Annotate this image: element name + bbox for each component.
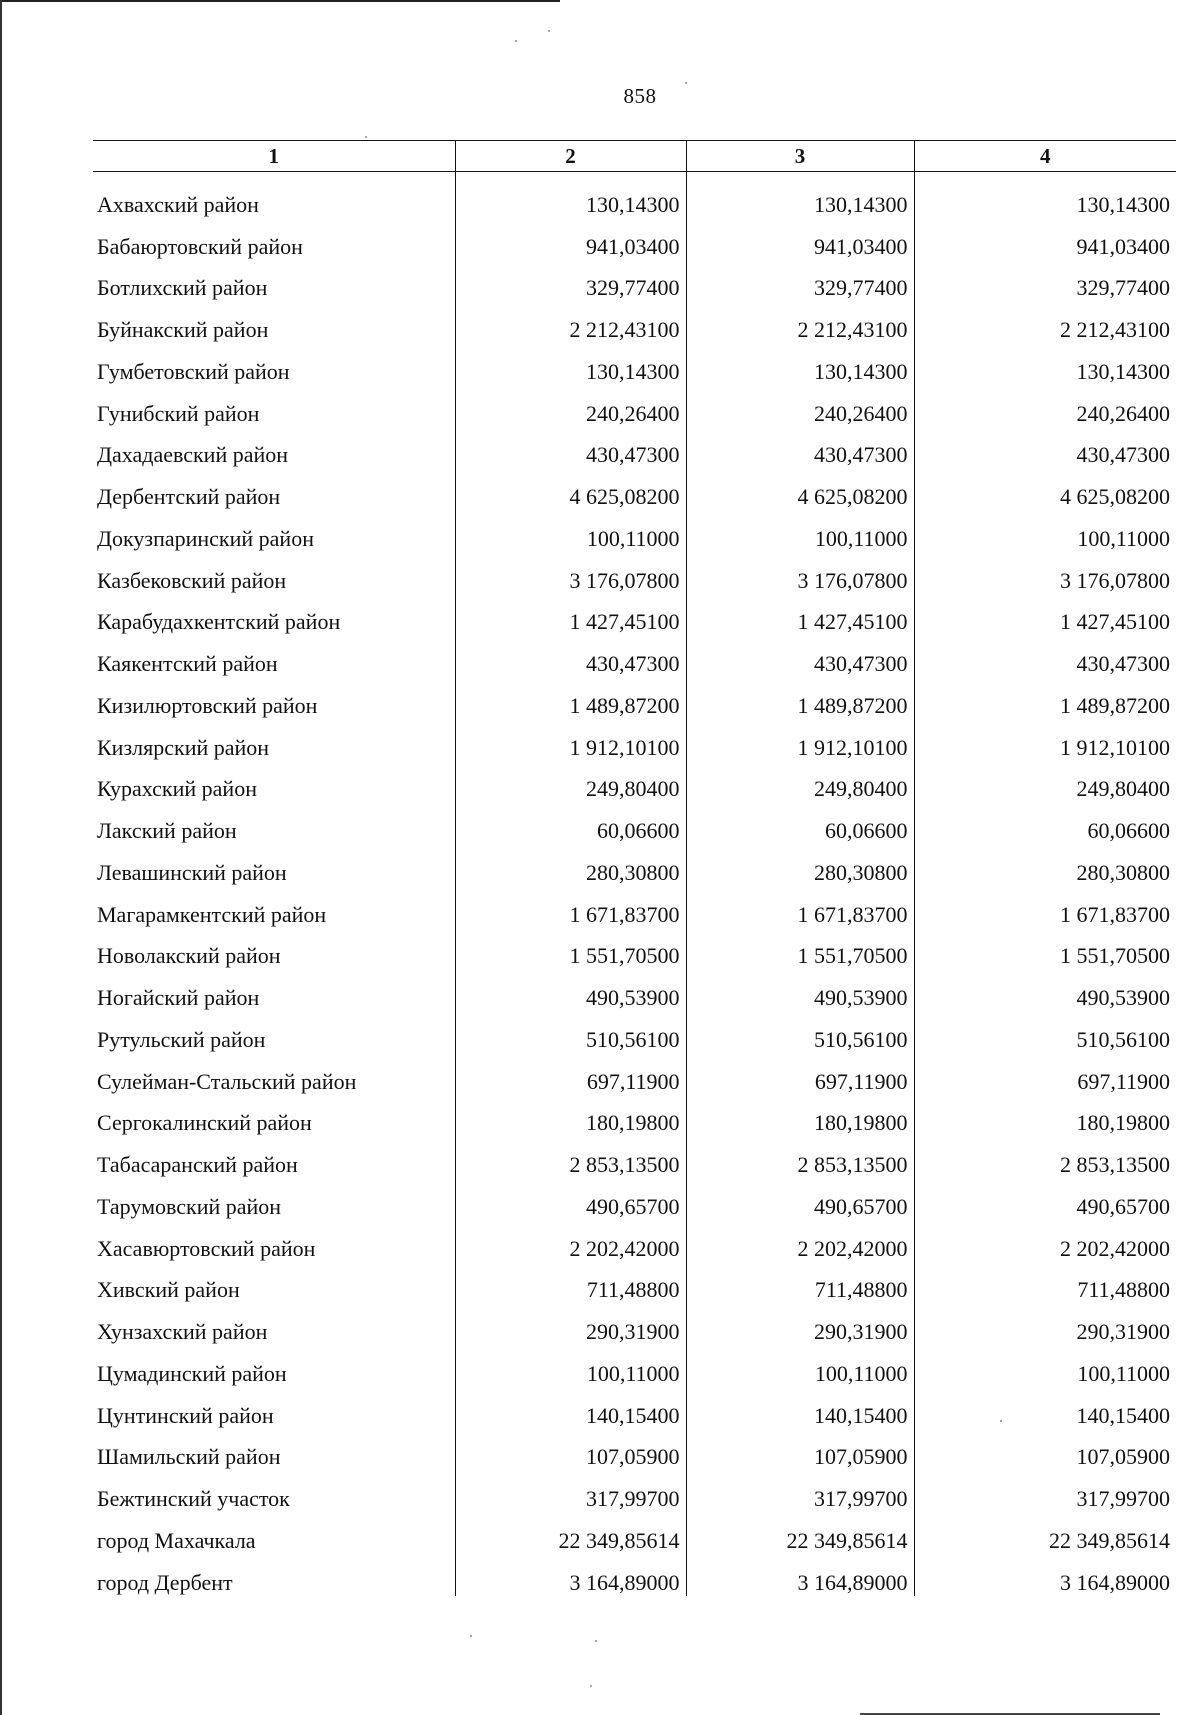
- table-header: [93, 141, 1176, 172]
- column-3-value-cell: 490,53900: [686, 969, 914, 1011]
- table-row: [93, 1011, 1176, 1053]
- scan-speck: [548, 30, 550, 32]
- column-2-value-cell: 430,47300: [455, 427, 686, 469]
- column-4-value-cell: 1 671,83700: [914, 886, 1176, 928]
- column-4-value-cell: 510,56100: [914, 1011, 1176, 1053]
- column-4-value-cell: 3 164,89000: [914, 1554, 1176, 1596]
- district-name-cell: Хасавюртовский район: [97, 1235, 316, 1261]
- district-name-cell: Бежтинский участок: [97, 1486, 290, 1511]
- column-2-value-cell: 22 349,85614: [455, 1512, 686, 1554]
- district-name-cell: Кизилюртовский район: [97, 692, 318, 718]
- district-name-cell: Гумбетовский район: [97, 358, 290, 384]
- column-4-value-cell: 107,05900: [914, 1429, 1176, 1471]
- column-2-value-cell: 1 427,45100: [455, 594, 686, 636]
- column-2-value-cell: 2 853,13500: [455, 1136, 686, 1178]
- column-4-value-cell: 3 176,07800: [914, 552, 1176, 594]
- column-3-value-cell: 2 202,42000: [686, 1220, 914, 1262]
- column-4-value-cell: 697,11900: [914, 1053, 1176, 1095]
- column-2-value-cell: 1 489,87200: [455, 677, 686, 719]
- column-2-value-cell: 490,53900: [455, 969, 686, 1011]
- scan-speck: [515, 40, 517, 42]
- district-name-cell: Дербентский район: [97, 484, 281, 509]
- column-2-value-cell: 317,99700: [455, 1470, 686, 1512]
- column-header-1: 1: [93, 141, 455, 172]
- table-row: [93, 677, 1176, 719]
- table-body: [93, 172, 1176, 1596]
- district-name-cell: Левашинский район: [97, 859, 287, 885]
- district-name-cell: Шамильский район: [97, 1444, 281, 1470]
- column-4-value-cell: 22 349,85614: [914, 1512, 1176, 1554]
- column-3-value-cell: 1 912,10100: [686, 719, 914, 761]
- column-4-value-cell: 1 427,45100: [914, 594, 1176, 636]
- table-row: [93, 719, 1176, 761]
- column-4-value-cell: 490,65700: [914, 1178, 1176, 1220]
- column-3-value-cell: 1 489,87200: [686, 677, 914, 719]
- column-3-value-cell: 22 349,85614: [686, 1512, 914, 1554]
- column-4-value-cell: 4 625,08200: [914, 468, 1176, 510]
- column-2-value-cell: 2 202,42000: [455, 1220, 686, 1262]
- district-name-cell: Сергокалинский район: [97, 1110, 312, 1136]
- column-2-value-cell: 180,19800: [455, 1095, 686, 1137]
- data-table: [93, 140, 1176, 1596]
- column-2-value-cell: 130,14300: [455, 172, 686, 218]
- scan-speck: [595, 1640, 597, 1642]
- table-row: [93, 260, 1176, 302]
- column-4-value-cell: 130,14300: [914, 172, 1176, 218]
- table-row: [93, 301, 1176, 343]
- column-2-value-cell: 240,26400: [455, 385, 686, 427]
- column-2-value-cell: 2 212,43100: [455, 301, 686, 343]
- district-name-cell: Каякентский район: [97, 651, 278, 676]
- district-name-cell: Рутульский район: [97, 1026, 266, 1052]
- data-table-container: [93, 140, 1176, 1596]
- district-name-cell: Сулейман-Стальский район: [97, 1068, 357, 1094]
- table-row: [93, 1178, 1176, 1220]
- scan-speck: [470, 1635, 472, 1637]
- scan-speck: [1000, 1420, 1002, 1422]
- column-2-value-cell: 510,56100: [455, 1011, 686, 1053]
- column-2-value-cell: 1 671,83700: [455, 886, 686, 928]
- table-row: [93, 343, 1176, 385]
- column-4-value-cell: 941,03400: [914, 218, 1176, 260]
- district-name-cell: Табасаранский район: [97, 1152, 298, 1177]
- column-4-value-cell: 180,19800: [914, 1095, 1176, 1137]
- column-3-value-cell: 280,30800: [686, 844, 914, 886]
- column-3-value-cell: 697,11900: [686, 1053, 914, 1095]
- column-3-value-cell: 290,31900: [686, 1303, 914, 1345]
- table-row: [93, 844, 1176, 886]
- district-name-cell: Буйнакский район: [97, 317, 269, 342]
- scan-speck: [590, 1685, 592, 1687]
- column-4-value-cell: 430,47300: [914, 635, 1176, 677]
- column-4-value-cell: 2 202,42000: [914, 1220, 1176, 1262]
- district-name-cell: Дахадаевский район: [97, 442, 289, 468]
- table-row: [93, 969, 1176, 1011]
- table-row: [93, 1554, 1176, 1596]
- table-row: [93, 1095, 1176, 1137]
- column-2-value-cell: 1 912,10100: [455, 719, 686, 761]
- column-2-value-cell: 60,06600: [455, 802, 686, 844]
- district-name-cell: Ботлихский район: [97, 275, 268, 301]
- table-row: [93, 761, 1176, 803]
- table-row: [93, 1303, 1176, 1345]
- scan-edge-left: [0, 0, 2, 1715]
- district-name-cell: Докузпаринский район: [97, 525, 314, 551]
- table-row: [93, 1512, 1176, 1554]
- table-row: [93, 1220, 1176, 1262]
- column-4-value-cell: 130,14300: [914, 343, 1176, 385]
- column-4-value-cell: 280,30800: [914, 844, 1176, 886]
- district-name-cell: Ахвахский район: [97, 191, 259, 217]
- column-4-value-cell: 329,77400: [914, 260, 1176, 302]
- table-row: [93, 886, 1176, 928]
- column-3-value-cell: 430,47300: [686, 427, 914, 469]
- column-3-value-cell: 1 671,83700: [686, 886, 914, 928]
- column-2-value-cell: 100,11000: [455, 510, 686, 552]
- scan-speck: [685, 82, 687, 84]
- column-3-value-cell: 3 176,07800: [686, 552, 914, 594]
- column-header-2: 2: [455, 141, 686, 172]
- column-3-value-cell: 130,14300: [686, 343, 914, 385]
- page-number: 858: [623, 84, 657, 108]
- scan-speck: [365, 136, 367, 138]
- column-3-value-cell: 941,03400: [686, 218, 914, 260]
- scan-edge-top: [0, 0, 560, 2]
- column-2-value-cell: 107,05900: [455, 1429, 686, 1471]
- district-name-cell: Лакский район: [97, 818, 237, 843]
- column-2-value-cell: 100,11000: [455, 1345, 686, 1387]
- district-name-cell: город Дербент: [97, 1569, 233, 1595]
- column-2-value-cell: 140,15400: [455, 1387, 686, 1429]
- table-row: [93, 1345, 1176, 1387]
- district-name-cell: Бабаюртовский район: [97, 233, 303, 259]
- column-header-4: 4: [914, 141, 1176, 172]
- column-2-value-cell: 697,11900: [455, 1053, 686, 1095]
- table-row: [93, 1429, 1176, 1471]
- column-4-value-cell: 711,48800: [914, 1262, 1176, 1304]
- table-row: [93, 510, 1176, 552]
- district-name-cell: Новолакский район: [97, 943, 281, 969]
- district-name-cell: Хунзахский район: [97, 1319, 268, 1344]
- column-3-value-cell: 249,80400: [686, 761, 914, 803]
- column-4-value-cell: 100,11000: [914, 510, 1176, 552]
- table-row: [93, 552, 1176, 594]
- column-4-value-cell: 430,47300: [914, 427, 1176, 469]
- column-3-value-cell: 180,19800: [686, 1095, 914, 1137]
- table-row: [93, 468, 1176, 510]
- column-4-value-cell: 2 212,43100: [914, 301, 1176, 343]
- column-4-value-cell: 249,80400: [914, 761, 1176, 803]
- column-2-value-cell: 290,31900: [455, 1303, 686, 1345]
- column-4-value-cell: 317,99700: [914, 1470, 1176, 1512]
- column-3-value-cell: 1 551,70500: [686, 928, 914, 970]
- column-3-value-cell: 60,06600: [686, 802, 914, 844]
- column-4-value-cell: 60,06600: [914, 802, 1176, 844]
- column-2-value-cell: 3 176,07800: [455, 552, 686, 594]
- district-name-cell: Гунибский район: [97, 400, 260, 426]
- column-2-value-cell: 280,30800: [455, 844, 686, 886]
- column-3-value-cell: 100,11000: [686, 1345, 914, 1387]
- district-name-cell: Кизлярский район: [97, 734, 270, 760]
- column-2-value-cell: 430,47300: [455, 635, 686, 677]
- column-3-value-cell: 2 853,13500: [686, 1136, 914, 1178]
- table-row: [93, 1053, 1176, 1095]
- column-2-value-cell: 249,80400: [455, 761, 686, 803]
- table-row: [93, 928, 1176, 970]
- column-4-value-cell: 290,31900: [914, 1303, 1176, 1345]
- column-4-value-cell: 490,53900: [914, 969, 1176, 1011]
- column-2-value-cell: 941,03400: [455, 218, 686, 260]
- column-2-value-cell: 329,77400: [455, 260, 686, 302]
- column-4-value-cell: 1 489,87200: [914, 677, 1176, 719]
- column-3-value-cell: 240,26400: [686, 385, 914, 427]
- district-name-cell: город Махачкала: [97, 1527, 256, 1553]
- column-4-value-cell: 100,11000: [914, 1345, 1176, 1387]
- header-row: [93, 141, 1176, 172]
- column-3-value-cell: 430,47300: [686, 635, 914, 677]
- table-row: [93, 172, 1176, 218]
- column-3-value-cell: 329,77400: [686, 260, 914, 302]
- column-3-value-cell: 490,65700: [686, 1178, 914, 1220]
- column-2-value-cell: 1 551,70500: [455, 928, 686, 970]
- district-name-cell: Хивский район: [97, 1277, 240, 1303]
- district-name-cell: Цунтинский район: [97, 1402, 274, 1428]
- table-row: [93, 427, 1176, 469]
- column-3-value-cell: 711,48800: [686, 1262, 914, 1304]
- table-row: [93, 594, 1176, 636]
- column-2-value-cell: 4 625,08200: [455, 468, 686, 510]
- column-2-value-cell: 711,48800: [455, 1262, 686, 1304]
- column-2-value-cell: 130,14300: [455, 343, 686, 385]
- column-3-value-cell: 317,99700: [686, 1470, 914, 1512]
- table-row: [93, 385, 1176, 427]
- table-row: [93, 1470, 1176, 1512]
- district-name-cell: Магарамкентский район: [97, 901, 327, 927]
- table-row: [93, 635, 1176, 677]
- table-row: [93, 802, 1176, 844]
- column-3-value-cell: 3 164,89000: [686, 1554, 914, 1596]
- column-3-value-cell: 130,14300: [686, 172, 914, 218]
- column-3-value-cell: 100,11000: [686, 510, 914, 552]
- column-3-value-cell: 510,56100: [686, 1011, 914, 1053]
- district-name-cell: Карабудахкентский район: [97, 609, 341, 635]
- column-3-value-cell: 1 427,45100: [686, 594, 914, 636]
- column-4-value-cell: 1 912,10100: [914, 719, 1176, 761]
- district-name-cell: Ногайский район: [97, 985, 260, 1010]
- district-name-cell: Тарумовский район: [97, 1193, 282, 1219]
- column-2-value-cell: 3 164,89000: [455, 1554, 686, 1596]
- table-row: [93, 1262, 1176, 1304]
- table-row: [93, 218, 1176, 260]
- table-row: [93, 1387, 1176, 1429]
- column-4-value-cell: 240,26400: [914, 385, 1176, 427]
- district-name-cell: Казбековский район: [97, 567, 287, 593]
- column-header-3: 3: [686, 141, 914, 172]
- column-4-value-cell: 1 551,70500: [914, 928, 1176, 970]
- column-4-value-cell: 140,15400: [914, 1387, 1176, 1429]
- table-row: [93, 1136, 1176, 1178]
- column-3-value-cell: 2 212,43100: [686, 301, 914, 343]
- column-4-value-cell: 2 853,13500: [914, 1136, 1176, 1178]
- column-3-value-cell: 107,05900: [686, 1429, 914, 1471]
- column-2-value-cell: 490,65700: [455, 1178, 686, 1220]
- column-3-value-cell: 4 625,08200: [686, 468, 914, 510]
- column-3-value-cell: 140,15400: [686, 1387, 914, 1429]
- district-name-cell: Цумадинский район: [97, 1360, 287, 1386]
- district-name-cell: Курахский район: [97, 776, 257, 802]
